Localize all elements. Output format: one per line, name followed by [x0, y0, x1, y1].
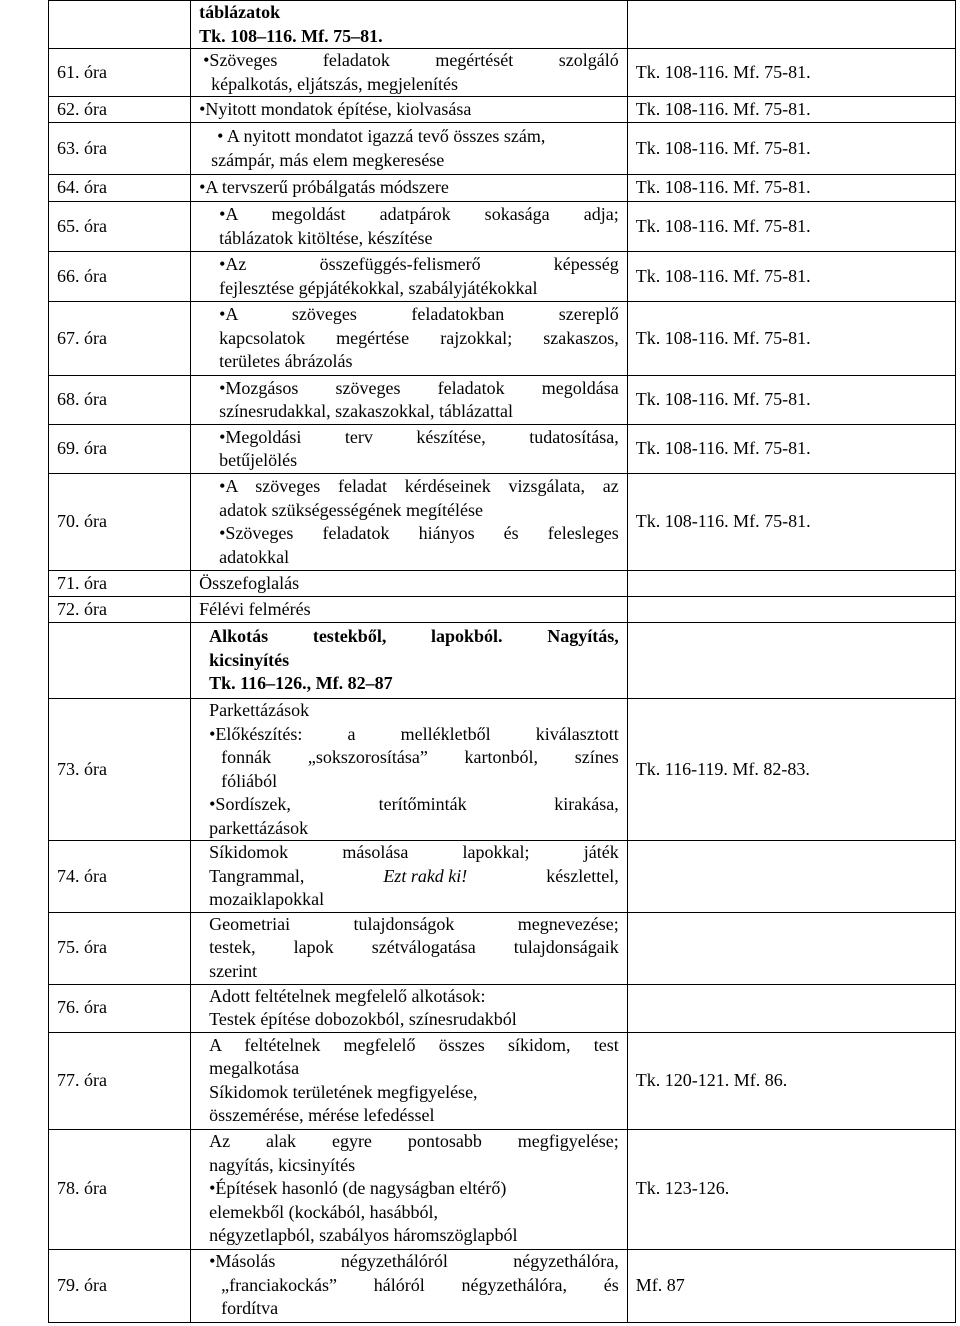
topic-line: mozaiklapokkal [209, 889, 325, 909]
table-row [49, 376, 956, 425]
topic-line: kapcsolatok megértése rajzokkal; szakaszos, [219, 327, 619, 348]
topic-cell [191, 1249, 628, 1322]
reference: Tk. 116-119. Mf. 82-83. [627, 699, 955, 841]
table-row [49, 1249, 956, 1322]
table-row [49, 425, 956, 474]
topic-line: •A tervszerű próbálgatás módszere [199, 177, 449, 198]
section-title-cell [191, 623, 628, 699]
topic-line: nagyítás, kicsinyítés [209, 1154, 356, 1175]
topic-line: négyzetlapból, szabályos háromszöglapból [209, 1225, 518, 1246]
section-reference: Tk. 116–126., Mf. 82–87 [209, 673, 393, 694]
topic-cell [191, 597, 628, 623]
section-title: Alkotás testekből, lapokból. Nagyítás, [209, 626, 619, 647]
lesson-number-cell [49, 623, 191, 699]
reference: Tk. 108-116. Mf. 75-81. [627, 376, 955, 425]
topic-line: fordítva [221, 1298, 279, 1319]
topic-line: •A szöveges feladatokban szereplő [219, 304, 619, 325]
topic-line: •Szöveges feladatok hiányos és felesleges [219, 523, 619, 543]
lesson-number-cell [49, 1, 191, 49]
lesson-plan-table [48, 0, 956, 1323]
topic-line: •A szöveges feladat kérdéseinek vizsgálata, az [219, 476, 619, 496]
topic-cell [191, 175, 628, 202]
lesson-number: 72. óra [49, 597, 191, 623]
table-row [49, 597, 956, 623]
topic-line: •A megoldást adatpárok sokasága adja; [219, 204, 619, 224]
reference: Tk. 108-116. Mf. 75-81. [627, 425, 955, 474]
table-row [49, 202, 956, 252]
topic-line: Az alak egyre pontosabb megfigyelése; [209, 1131, 619, 1152]
lesson-number: 63. óra [49, 123, 191, 175]
game-name: Ezt rakd ki! [383, 865, 468, 886]
topic-line: területes ábrázolás [219, 351, 353, 372]
reference [627, 841, 955, 913]
topic-cell [191, 912, 628, 984]
topic-line: elemekből (kockából, hasábból, [209, 1201, 439, 1222]
topic-cell [191, 425, 628, 474]
topic-line: táblázatok [199, 2, 281, 22]
topic-cell [191, 49, 628, 97]
topic-cell [191, 474, 628, 571]
topic-line: betűjelölés [219, 450, 298, 470]
lesson-number: 71. óra [49, 571, 191, 597]
topic-line: testek, lapok szétválogatása tulajdonságaik [209, 937, 619, 958]
topic-line: •Másolás négyzethálóról négyzethálóra, [209, 1251, 619, 1272]
topic-line: •Megoldási terv készítése, tudatosítása, [219, 426, 619, 447]
topic-cell [191, 1032, 628, 1129]
lesson-number: 65. óra [49, 202, 191, 252]
topic-cell [191, 1, 628, 49]
lesson-number: 78. óra [49, 1129, 191, 1249]
topic-line: •Nyitott mondatok építése, kiolvasása [199, 98, 472, 119]
topic-line: A feltételnek megfelelő összes síkidom, test [209, 1034, 619, 1055]
reference: Mf. 87 [627, 1249, 955, 1322]
topic-line: •Építések hasonló (de nagyságban eltérő) [209, 1178, 507, 1199]
topic-line: Síkidomok területének megfigyelése, [209, 1081, 478, 1102]
reference: Tk. 123-126. [627, 1129, 955, 1249]
topic-line: parkettázások [209, 817, 309, 838]
reference-cell [627, 623, 955, 699]
topic-line: • A nyitott mondatot igazzá tevő összes szám, [217, 126, 546, 146]
reference [627, 571, 955, 597]
reference: Tk. 108-116. Mf. 75-81. [627, 302, 955, 376]
topic-line: Félévi felmérés [199, 598, 311, 619]
lesson-number: 75. óra [49, 912, 191, 984]
topic-line: „franciakockás” hálóról négyzethálóra, és [221, 1274, 619, 1295]
lesson-number: 76. óra [49, 984, 191, 1032]
reference: Tk. 108-116. Mf. 75-81. [627, 252, 955, 302]
table-row [49, 252, 956, 302]
topic-text: készlettel, [546, 865, 619, 886]
topic-line: adatokkal [219, 546, 290, 567]
table-row [49, 1129, 956, 1249]
topic-line: szerint [209, 960, 258, 981]
table-row [49, 123, 956, 175]
table-row [49, 474, 956, 571]
lesson-number: 70. óra [49, 474, 191, 571]
section-header-row [49, 623, 956, 699]
topic-line: fejlesztése gépjátékokkal, szabályjátékokkal [219, 277, 538, 298]
topic-cell [191, 97, 628, 123]
table-row [49, 49, 956, 97]
topic-line: Tk. 108–116. Mf. 75–81. [199, 25, 383, 46]
topic-line: táblázatok kitöltése, készítése [219, 227, 433, 248]
topic-cell [191, 571, 628, 597]
table-row [49, 984, 956, 1032]
topic-line: Síkidomok másolása lapokkal; játék [209, 842, 619, 862]
topic-line: megalkotása [209, 1058, 300, 1078]
topic-cell [191, 699, 628, 841]
table-row [49, 302, 956, 376]
reference [627, 984, 955, 1032]
lesson-number: 61. óra [49, 49, 191, 97]
reference: Tk. 108-116. Mf. 75-81. [627, 474, 955, 571]
topic-line: •Sordíszek, terítőminták kirakása, [209, 794, 619, 814]
topic-line: színesrudakkal, szakaszokkal, táblázattal [219, 401, 513, 421]
topic-text: Tangrammal, [209, 865, 305, 886]
topic-cell [191, 841, 628, 913]
reference: Tk. 108-116. Mf. 75-81. [627, 123, 955, 175]
topic-line: összemérése, mérése lefedéssel [209, 1105, 435, 1125]
lesson-number: 77. óra [49, 1032, 191, 1129]
reference: Tk. 120-121. Mf. 86. [627, 1032, 955, 1129]
reference: Tk. 108-116. Mf. 75-81. [627, 202, 955, 252]
topic-line: képalkotás, eljátszás, megjelenítés [211, 73, 459, 94]
topic-line: Testek építése dobozokból, színesrudakból [209, 1009, 517, 1029]
reference: Tk. 108-116. Mf. 75-81. [627, 49, 955, 97]
lesson-number: 62. óra [49, 97, 191, 123]
table-row [49, 571, 956, 597]
topic-line: Összefoglalás [199, 572, 300, 593]
topic-line: fonnák „sokszorosítása” kartonból, színes [221, 747, 619, 767]
reference-cell [627, 1, 955, 49]
lesson-number: 79. óra [49, 1249, 191, 1322]
reference [627, 597, 955, 623]
topic-line: számpár, más elem megkeresése [211, 149, 445, 170]
lesson-number: 68. óra [49, 376, 191, 425]
lesson-number: 73. óra [49, 699, 191, 841]
topic-line: •Az összefüggés-felismerő képesség [219, 254, 619, 274]
topic-line: •Előkészítés: a mellékletből kiválasztott [209, 723, 619, 744]
table-row [49, 1032, 956, 1129]
topic-line: Adott feltételnek megfelelő alkotások: [209, 985, 486, 1006]
topic-line: Parkettázások [209, 700, 310, 720]
topic-line: adatok szükségességének megítélése [219, 499, 484, 520]
topic-cell [191, 202, 628, 252]
lesson-number: 64. óra [49, 175, 191, 202]
topic-line: fóliából [221, 770, 278, 791]
topic-cell [191, 252, 628, 302]
table-row [49, 97, 956, 123]
lesson-number: 66. óra [49, 252, 191, 302]
section-title: kicsinyítés [209, 649, 290, 670]
table-row [49, 841, 956, 913]
topic-line [209, 865, 619, 889]
topic-cell [191, 1129, 628, 1249]
topic-line: Geometriai tulajdonságok megnevezése; [209, 913, 619, 934]
topic-cell [191, 302, 628, 376]
topic-line: •Szöveges feladatok megértését szolgáló [203, 50, 619, 70]
table-row [49, 912, 956, 984]
table-row [49, 1, 956, 49]
lesson-number: 69. óra [49, 425, 191, 474]
reference: Tk. 108-116. Mf. 75-81. [627, 175, 955, 202]
reference: Tk. 108-116. Mf. 75-81. [627, 97, 955, 123]
lesson-number: 67. óra [49, 302, 191, 376]
reference [627, 912, 955, 984]
topic-line: •Mozgásos szöveges feladatok megoldása [219, 377, 619, 398]
lesson-number: 74. óra [49, 841, 191, 913]
table-row [49, 175, 956, 202]
topic-cell [191, 123, 628, 175]
table-row [49, 699, 956, 841]
topic-cell [191, 376, 628, 425]
topic-cell [191, 984, 628, 1032]
